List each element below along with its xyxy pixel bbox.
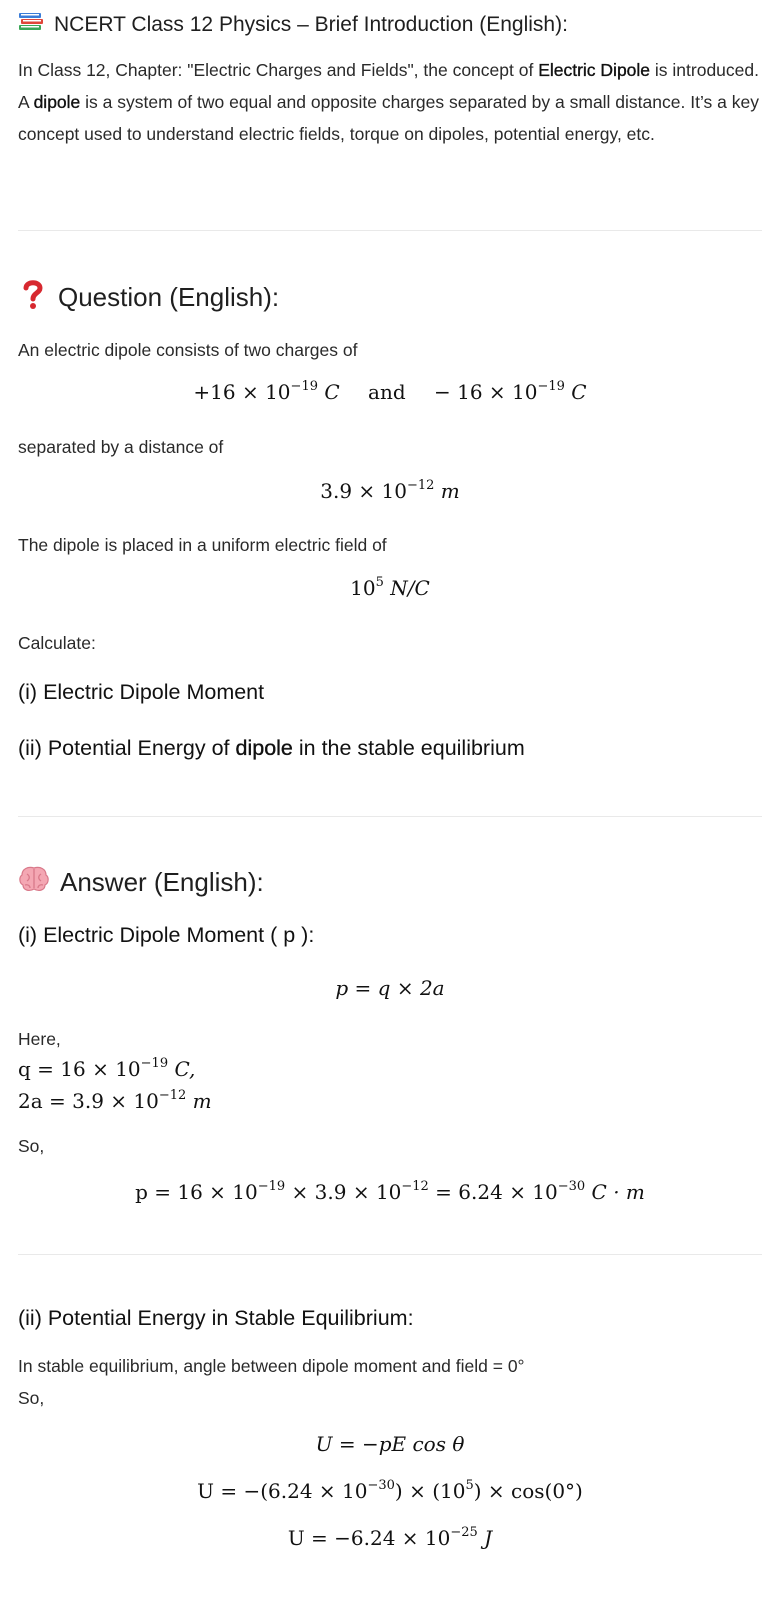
question-part-2: (ii) Potential Energy of dipole in the stable equilibrium xyxy=(18,736,525,760)
answer-heading xyxy=(18,864,762,901)
dipole-moment-result: $p = 16 \times 10^{-19} \times 3.9 \times 10^{-12} = 6.24 \times 10^{-30}$ C · m xyxy=(135,1179,645,1204)
stable-equilibrium-line: In stable equilibrium, angle between dipole moment and field = 0° xyxy=(18,1356,525,1376)
charges-equation: $+16 \times 10^{-19}$ C and − $16 \times 10^{-19}$ C xyxy=(193,379,587,404)
divider xyxy=(18,230,762,231)
question-title: Question (English): xyxy=(58,282,280,312)
potential-energy-substitution: $U = -(6.24 \times 10^{-30}) \times (10^5) \times \cos(0^\circ)$ xyxy=(197,1478,583,1503)
answer-title: Answer (English): xyxy=(60,867,264,897)
answer-part-1-heading: (i) Electric Dipole Moment ( p ): xyxy=(18,923,315,947)
distance-equation: $3.9 \times 10^{-12}$ m xyxy=(320,478,460,503)
question-line-2: separated by a distance of xyxy=(18,437,224,457)
question-mark-icon xyxy=(18,278,48,317)
intro-paragraph: In Class 12, Chapter: "Electric Charges and Fields", the concept of Electric Dipole is introduced. A dipole is a system of two equal and opposite charges separated by a small distance. It’s a key concept used to understand electric fields, torque on dipoles, potential energy, etc. xyxy=(18,60,759,144)
books-icon xyxy=(18,10,44,40)
brain-icon xyxy=(18,864,50,901)
q-value: $q = 16 \times 10^{-19}$ C, xyxy=(18,1056,196,1081)
so-label: So, xyxy=(18,1388,45,1408)
question-part-1: (i) Electric Dipole Moment xyxy=(18,680,265,704)
question-line-1: An electric dipole consists of two charges of xyxy=(18,340,358,360)
potential-energy-formula: U = −pE cos θ xyxy=(315,1432,465,1456)
so-label: So, xyxy=(18,1136,45,1156)
intro-heading xyxy=(18,10,762,40)
divider xyxy=(18,1254,762,1255)
here-label: Here, xyxy=(18,1029,61,1049)
dipole-formula: p = q × 2a xyxy=(335,976,445,1000)
potential-energy-result: $U = -6.24 \times 10^{-25}$ J xyxy=(287,1525,493,1550)
divider xyxy=(18,816,762,817)
answer-part-2-heading: (ii) Potential Energy in Stable Equilibrium: xyxy=(18,1306,414,1330)
question-line-3: The dipole is placed in a uniform electric field of xyxy=(18,535,387,555)
question-heading xyxy=(18,278,762,317)
intro-title: NCERT Class 12 Physics – Brief Introduction (English): xyxy=(54,13,568,36)
calculate-label: Calculate: xyxy=(18,633,96,653)
distance-value: $2a = 3.9 \times 10^{-12}$ m xyxy=(18,1088,212,1113)
field-equation: $10^5$ N/C xyxy=(350,575,430,600)
